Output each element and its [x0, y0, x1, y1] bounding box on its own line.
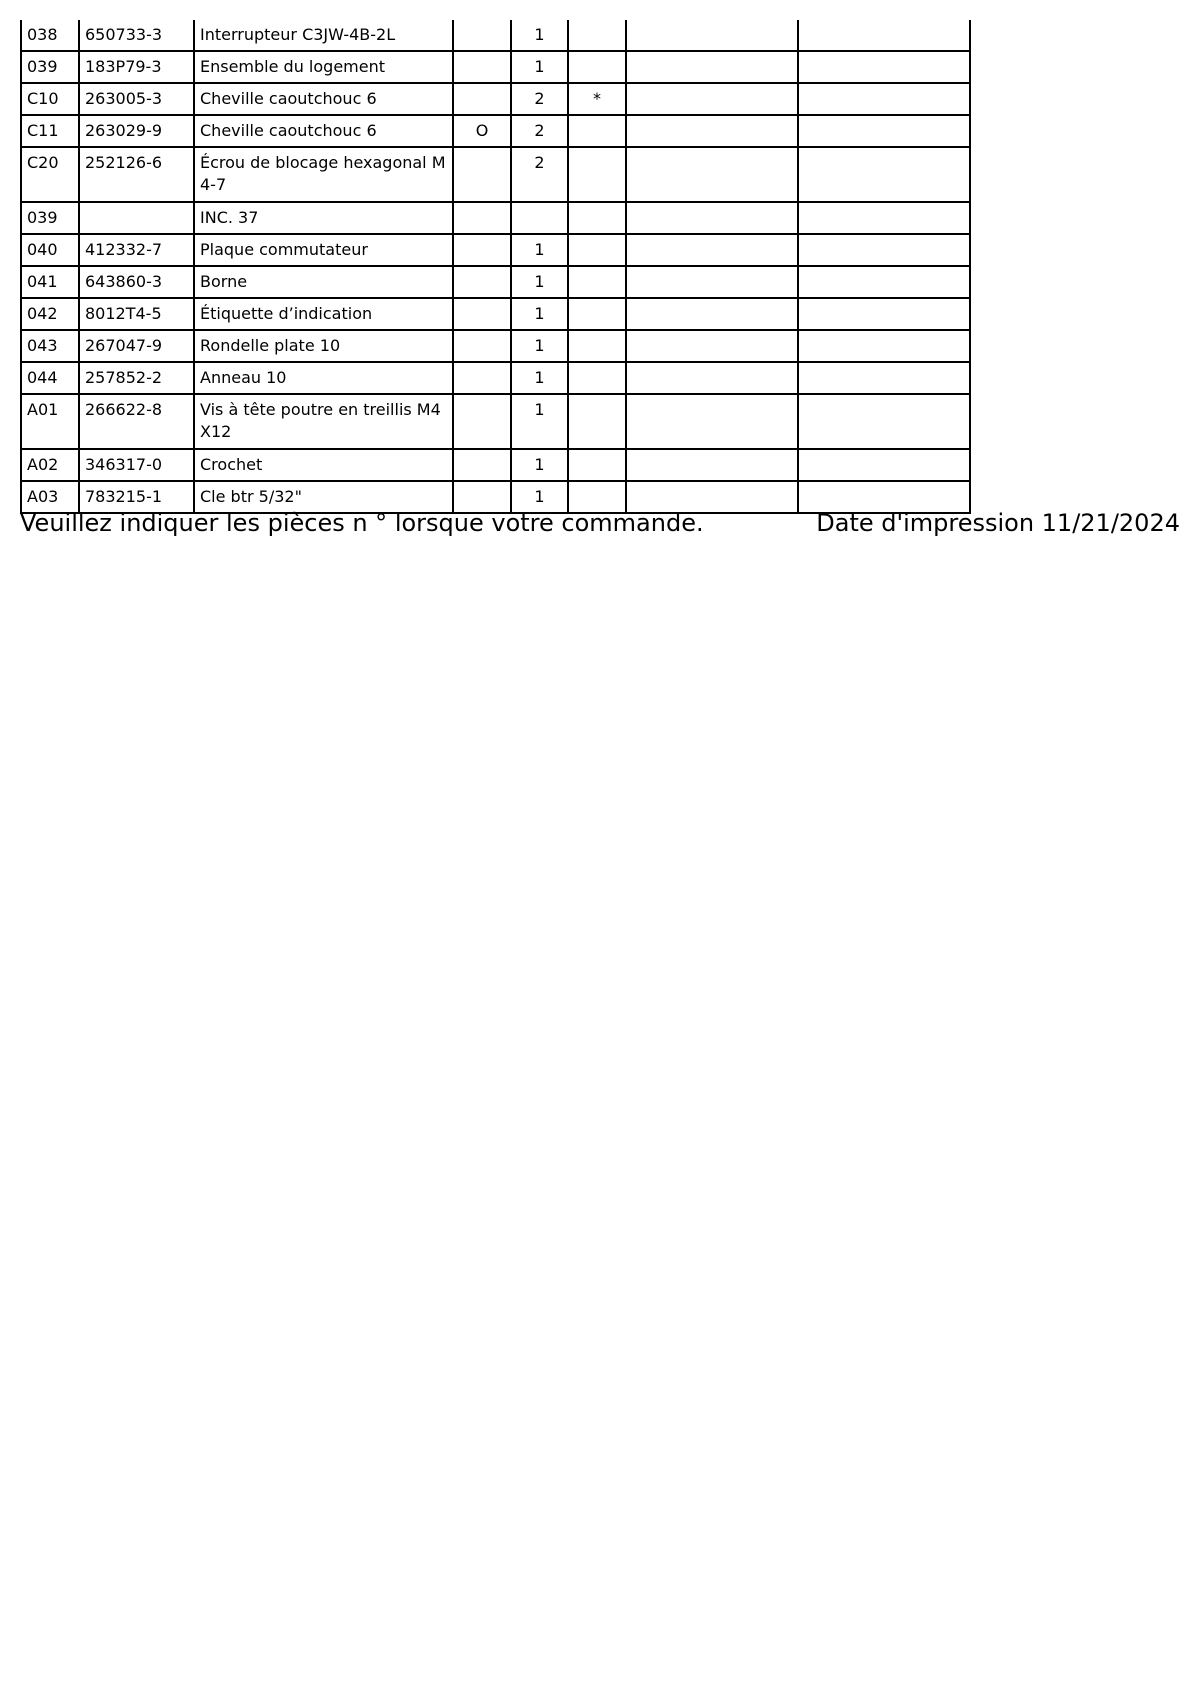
table-row	[21, 362, 970, 394]
blank-cell	[798, 20, 970, 51]
description-cell: Étiquette d’indication	[194, 298, 453, 330]
blank-cell	[626, 147, 798, 202]
part-index-cell: C11	[21, 115, 79, 147]
blank-cell	[798, 330, 970, 362]
quantity-cell: 1	[511, 481, 568, 513]
table-row	[21, 298, 970, 330]
part-number-cell: 783215-1	[79, 481, 194, 513]
table-row	[21, 330, 970, 362]
description-cell: Cle btr 5/32"	[194, 481, 453, 513]
part-number-cell: 346317-0	[79, 449, 194, 481]
blank-cell	[798, 449, 970, 481]
part-index-cell: 042	[21, 298, 79, 330]
blank-cell	[626, 266, 798, 298]
description-cell: INC. 37	[194, 202, 453, 234]
description-cell: Plaque commutateur	[194, 234, 453, 266]
blank-cell	[798, 202, 970, 234]
table-row	[21, 394, 970, 449]
option-cell	[453, 330, 511, 362]
blank-cell	[626, 362, 798, 394]
quantity-cell	[511, 202, 568, 234]
mark-cell: *	[568, 83, 626, 115]
blank-cell	[626, 20, 798, 51]
table-row	[21, 115, 970, 147]
part-number-cell	[79, 202, 194, 234]
part-number-cell: 650733-3	[79, 20, 194, 51]
table-row	[21, 83, 970, 115]
mark-cell	[568, 394, 626, 449]
quantity-cell: 1	[511, 362, 568, 394]
description-cell: Écrou de blocage hexagonal M4-7	[194, 147, 453, 202]
part-index-cell: A03	[21, 481, 79, 513]
blank-cell	[626, 330, 798, 362]
quantity-cell: 1	[511, 330, 568, 362]
description-cell: Cheville caoutchouc 6	[194, 83, 453, 115]
quantity-cell: 1	[511, 51, 568, 83]
part-index-cell: 041	[21, 266, 79, 298]
blank-cell	[798, 234, 970, 266]
print-date: Date d'impression 11/21/2024	[816, 509, 1180, 537]
part-index-cell: C10	[21, 83, 79, 115]
blank-cell	[798, 115, 970, 147]
blank-cell	[798, 147, 970, 202]
blank-cell	[626, 394, 798, 449]
quantity-cell: 2	[511, 147, 568, 202]
option-cell	[453, 449, 511, 481]
blank-cell	[626, 115, 798, 147]
quantity-cell: 1	[511, 266, 568, 298]
mark-cell	[568, 234, 626, 266]
blank-cell	[798, 266, 970, 298]
mark-cell	[568, 362, 626, 394]
mark-cell	[568, 115, 626, 147]
table-row	[21, 51, 970, 83]
quantity-cell: 1	[511, 449, 568, 481]
mark-cell	[568, 202, 626, 234]
part-number-cell: 263005-3	[79, 83, 194, 115]
option-cell	[453, 51, 511, 83]
description-cell: Vis à tête poutre en treillis M4X12	[194, 394, 453, 449]
blank-cell	[798, 362, 970, 394]
table-row	[21, 266, 970, 298]
description-cell: Ensemble du logement	[194, 51, 453, 83]
part-index-cell: 043	[21, 330, 79, 362]
part-number-cell: 412332-7	[79, 234, 194, 266]
part-index-cell: 038	[21, 20, 79, 51]
table-row	[21, 20, 970, 51]
mark-cell	[568, 51, 626, 83]
quantity-cell: 1	[511, 394, 568, 449]
blank-cell	[798, 83, 970, 115]
table-row	[21, 234, 970, 266]
mark-cell	[568, 20, 626, 51]
description-cell: Rondelle plate 10	[194, 330, 453, 362]
part-number-cell: 183P79-3	[79, 51, 194, 83]
mark-cell	[568, 147, 626, 202]
part-number-cell: 8012T4-5	[79, 298, 194, 330]
mark-cell	[568, 449, 626, 481]
part-index-cell: 040	[21, 234, 79, 266]
mark-cell	[568, 330, 626, 362]
blank-cell	[626, 202, 798, 234]
description-cell: Borne	[194, 266, 453, 298]
blank-cell	[626, 298, 798, 330]
part-number-cell: 257852-2	[79, 362, 194, 394]
part-number-cell: 643860-3	[79, 266, 194, 298]
quantity-cell: 1	[511, 20, 568, 51]
option-cell	[453, 147, 511, 202]
description-cell: Crochet	[194, 449, 453, 481]
part-number-cell: 267047-9	[79, 330, 194, 362]
option-cell	[453, 394, 511, 449]
blank-cell	[626, 83, 798, 115]
table-row	[21, 147, 970, 202]
option-cell	[453, 266, 511, 298]
blank-cell	[626, 234, 798, 266]
order-note: Veuillez indiquer les pièces n ° lorsque votre commande.	[20, 509, 704, 537]
description-cell: Cheville caoutchouc 6	[194, 115, 453, 147]
description-cell: Anneau 10	[194, 362, 453, 394]
quantity-cell: 2	[511, 83, 568, 115]
option-cell	[453, 234, 511, 266]
quantity-cell: 1	[511, 234, 568, 266]
option-cell: O	[453, 115, 511, 147]
part-index-cell: A02	[21, 449, 79, 481]
option-cell	[453, 83, 511, 115]
blank-cell	[626, 449, 798, 481]
part-number-cell: 252126-6	[79, 147, 194, 202]
blank-cell	[626, 51, 798, 83]
mark-cell	[568, 298, 626, 330]
quantity-cell: 1	[511, 298, 568, 330]
option-cell	[453, 202, 511, 234]
part-index-cell: 044	[21, 362, 79, 394]
description-cell: Interrupteur C3JW-4B-2L	[194, 20, 453, 51]
part-index-cell: C20	[21, 147, 79, 202]
part-index-cell: 039	[21, 202, 79, 234]
part-number-cell: 263029-9	[79, 115, 194, 147]
table-row	[21, 449, 970, 481]
parts-table-body	[21, 20, 970, 513]
quantity-cell: 2	[511, 115, 568, 147]
blank-cell	[798, 394, 970, 449]
option-cell	[453, 20, 511, 51]
part-index-cell: A01	[21, 394, 79, 449]
part-number-cell: 266622-8	[79, 394, 194, 449]
blank-cell	[798, 51, 970, 83]
blank-cell	[798, 298, 970, 330]
option-cell	[453, 298, 511, 330]
option-cell	[453, 362, 511, 394]
part-index-cell: 039	[21, 51, 79, 83]
mark-cell	[568, 266, 626, 298]
table-row	[21, 202, 970, 234]
parts-table	[20, 20, 971, 514]
